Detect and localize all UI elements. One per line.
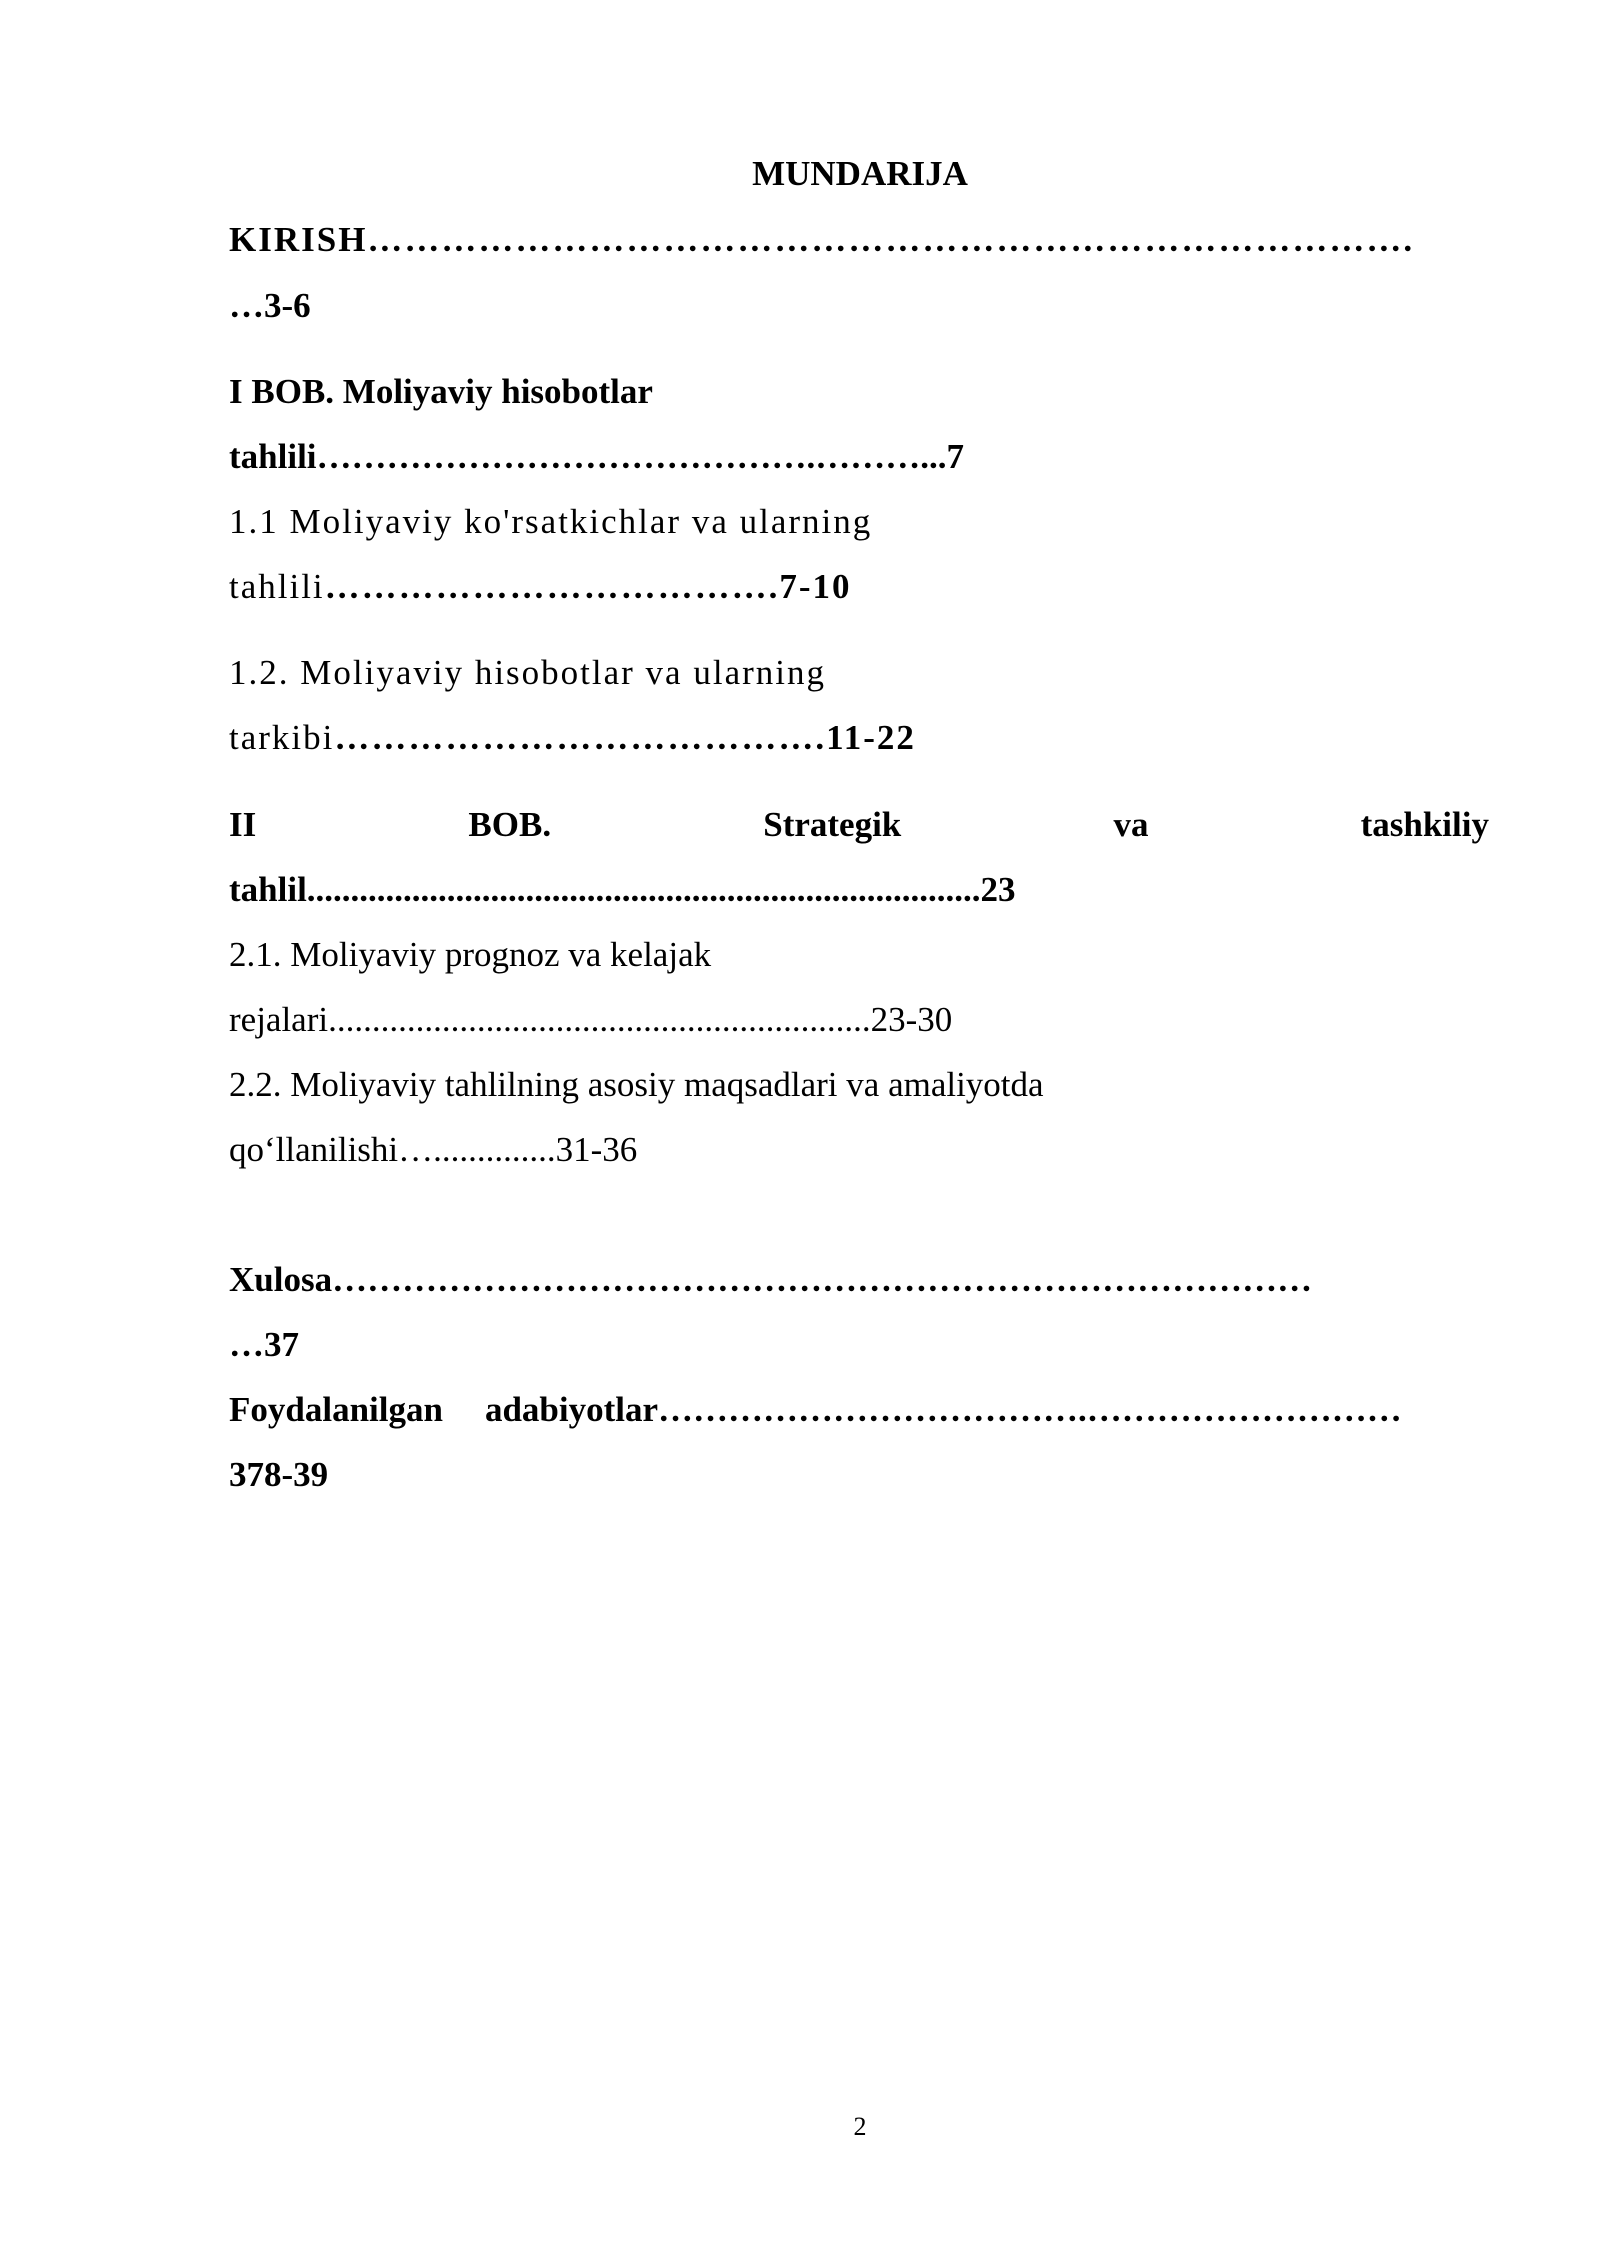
toc-entry-1-2-line2 xyxy=(229,716,916,760)
toc-entry-2-2-line1: 2.2. Moliyaviy tahlilning asosiy maqsadlari va amaliyotda xyxy=(229,1065,1044,1104)
toc-entry-bob1-line2: tahlili…………………………………….………...7 xyxy=(229,437,965,476)
toc-entry-2-1-line1: 2.1. Moliyaviy prognoz va kelajak xyxy=(229,935,712,974)
bob2-word: BOB. xyxy=(468,805,552,844)
bob2-word: tashkiliy xyxy=(1360,805,1489,844)
toc-entry-adabiyotlar-line1 xyxy=(229,1388,1402,1432)
bob2-word: Strategik xyxy=(763,805,902,844)
bob2-word: II xyxy=(229,805,257,844)
toc-entry-bob2-line1 xyxy=(229,803,1489,847)
toc-entry-kirish-line1: KIRISH…………………………………………………………………………. xyxy=(229,220,1415,259)
toc-entry-2-1-line2: rejalari..............................................................23-30 xyxy=(229,1000,953,1039)
toc-entry-1-2-text: tarkibi xyxy=(229,718,335,757)
toc-entry-2-2-line2: qo‘llanilishi…..............31-36 xyxy=(229,1130,638,1169)
toc-entry-1-1-page: ……………………………….7-10 xyxy=(324,567,852,606)
toc-entry-kirish-line2: …3-6 xyxy=(229,286,311,325)
toc-entry-1-2-page: ………………………………….11-22 xyxy=(334,718,916,757)
toc-entry-1-1-line1: 1.1 Moliyaviy ko'rsatkichlar va ularning xyxy=(229,502,873,541)
adab-rest: adabiyotlar……………………………….……………………… xyxy=(484,1390,1402,1429)
toc-entry-1-2-line1: 1.2. Moliyaviy hisobotlar va ularning xyxy=(229,653,826,692)
page-number: 2 xyxy=(853,2112,867,2141)
bob2-word: va xyxy=(1113,805,1149,844)
adab-word1: Foydalanilgan xyxy=(229,1390,443,1429)
toc-entry-1-1-text: tahlili xyxy=(229,567,325,606)
toc-entry-adabiyotlar-line2: 378-39 xyxy=(229,1455,329,1494)
toc-title: MUNDARIJA xyxy=(752,154,968,193)
toc-entry-xulosa-line1: Xulosa………………………………………………………………………… xyxy=(229,1260,1313,1299)
toc-entry-1-1-line2 xyxy=(229,565,852,609)
toc-entry-xulosa-line2: …37 xyxy=(229,1325,299,1364)
toc-entry-bob1-line1: I BOB. Moliyaviy hisobotlar xyxy=(229,372,653,411)
toc-entry-bob2-line2: tahlil.............................................................................23 xyxy=(229,870,1016,909)
